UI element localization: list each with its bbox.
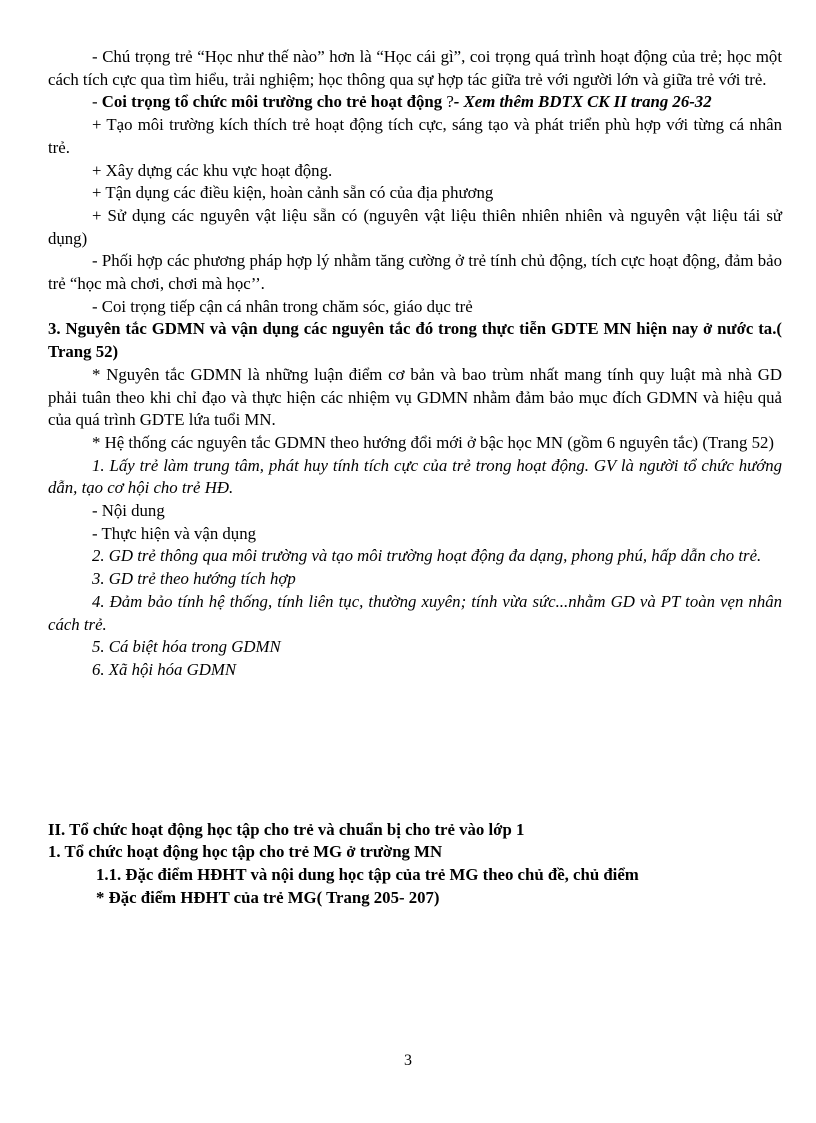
paragraph-learning-approach: - Chú trọng trẻ “Học như thế nào” hơn là “Học cái gì”, coi trọng quá trình hoạt động của trẻ; học một cách tích cực qua tìm hiểu, trải nghiệm; học thông qua sự hợp tác giữa trẻ với người lớn và giữa trẻ với trẻ. — [48, 47, 782, 89]
list-item: - Nội dung — [92, 501, 165, 521]
principle-2: 2. GD trẻ thông qua môi trường và tạo môi trường hoạt động đa dạng, phong phú, hấp dẫn cho trẻ. — [92, 546, 762, 566]
paragraph-environment — [48, 91, 782, 114]
section-heading-3: 3. Nguyên tắc GDMN và vận dụng các nguyên tắc đó trong thực tiễn GDTE MN hiện nay ở nước ta.( Trang 52) — [48, 319, 782, 362]
blank-space — [48, 682, 782, 819]
list-item: + Xây dựng các khu vực hoạt động. — [92, 160, 333, 180]
paragraph-principle-definition: * Nguyên tắc GDMN là những luận điểm cơ bản và bao trùm nhất mang tính quy luật mà nhà GD phải tuân theo khi chỉ đạo và thực hiện các nhiệm vụ GDMN nhằm đảm bảo mục đích GDMN và hiệu quả của quá trình GDTE lứa tuổi MN. — [48, 364, 782, 430]
list-item: - Thực hiện và vận dụng — [92, 523, 256, 543]
reference-note: - Xem thêm BDTX CK II trang 26-32 — [453, 92, 712, 112]
list-item: + Tạo môi trường kích thích trẻ hoạt động tích cực, sáng tạo và phát triển phù hợp với từng cá nhân trẻ. — [48, 115, 782, 157]
principle-4: 4. Đảm bảo tính hệ thống, tính liên tục, thường xuyên; tính vừa sức...nhằm GD và PT toàn vẹn nhân cách trẻ. — [48, 591, 782, 634]
subsection-heading-1: 1. Tổ chức hoạt động học tập cho trẻ MG ở trường MN — [48, 842, 443, 862]
document-page — [48, 46, 782, 910]
list-item: + Sử dụng các nguyên vật liệu sẵn có (nguyên vật liệu thiên nhiên nhiên và nguyên vật liệu tái sử dụng) — [48, 205, 782, 248]
principle-1: 1. Lấy trẻ làm trung tâm, phát huy tính tích cực của trẻ trong hoạt động. GV là người tổ chức hướng dẫn, tạo cơ hội cho trẻ HĐ. — [48, 455, 782, 498]
principle-5: 5. Cá biệt hóa trong GDMN — [92, 637, 281, 657]
section-heading-II: II. Tổ chức hoạt động học tập cho trẻ và chuẩn bị cho trẻ vào lớp 1 — [48, 819, 525, 839]
list-item: + Tận dụng các điều kiện, hoàn cảnh sẵn có của địa phương — [92, 183, 494, 203]
paragraph-principle-system: * Hệ thống các nguyên tắc GDMN theo hướng đổi mới ở bậc học MN (gồm 6 nguyên tắc) (Trang 52) — [92, 432, 774, 452]
subsection-heading-1-1: 1.1. Đặc điểm HĐHT và nội dung học tập của trẻ MG theo chủ đề, chủ điểm — [96, 865, 639, 885]
bold-phrase: Coi trọng tổ chức môi trường cho trẻ hoạt động — [101, 92, 443, 112]
list-item: - Phối hợp các phương pháp hợp lý nhằm tăng cường ở trẻ tính chủ động, tích cực hoạt động, đảm bảo trẻ “học mà chơi, chơi mà học’’. — [48, 251, 782, 294]
question-mark: ? — [442, 92, 454, 112]
principle-3: 3. GD trẻ theo hướng tích hợp — [92, 569, 296, 589]
dash-prefix: - — [92, 92, 102, 112]
subsection-point: * Đặc điểm HĐHT của trẻ MG( Trang 205- 207) — [96, 887, 440, 907]
list-item: - Coi trọng tiếp cận cá nhân trong chăm sóc, giáo dục trẻ — [92, 296, 473, 316]
page-number: 3 — [404, 1052, 412, 1069]
principle-6: 6. Xã hội hóa GDMN — [92, 659, 237, 679]
